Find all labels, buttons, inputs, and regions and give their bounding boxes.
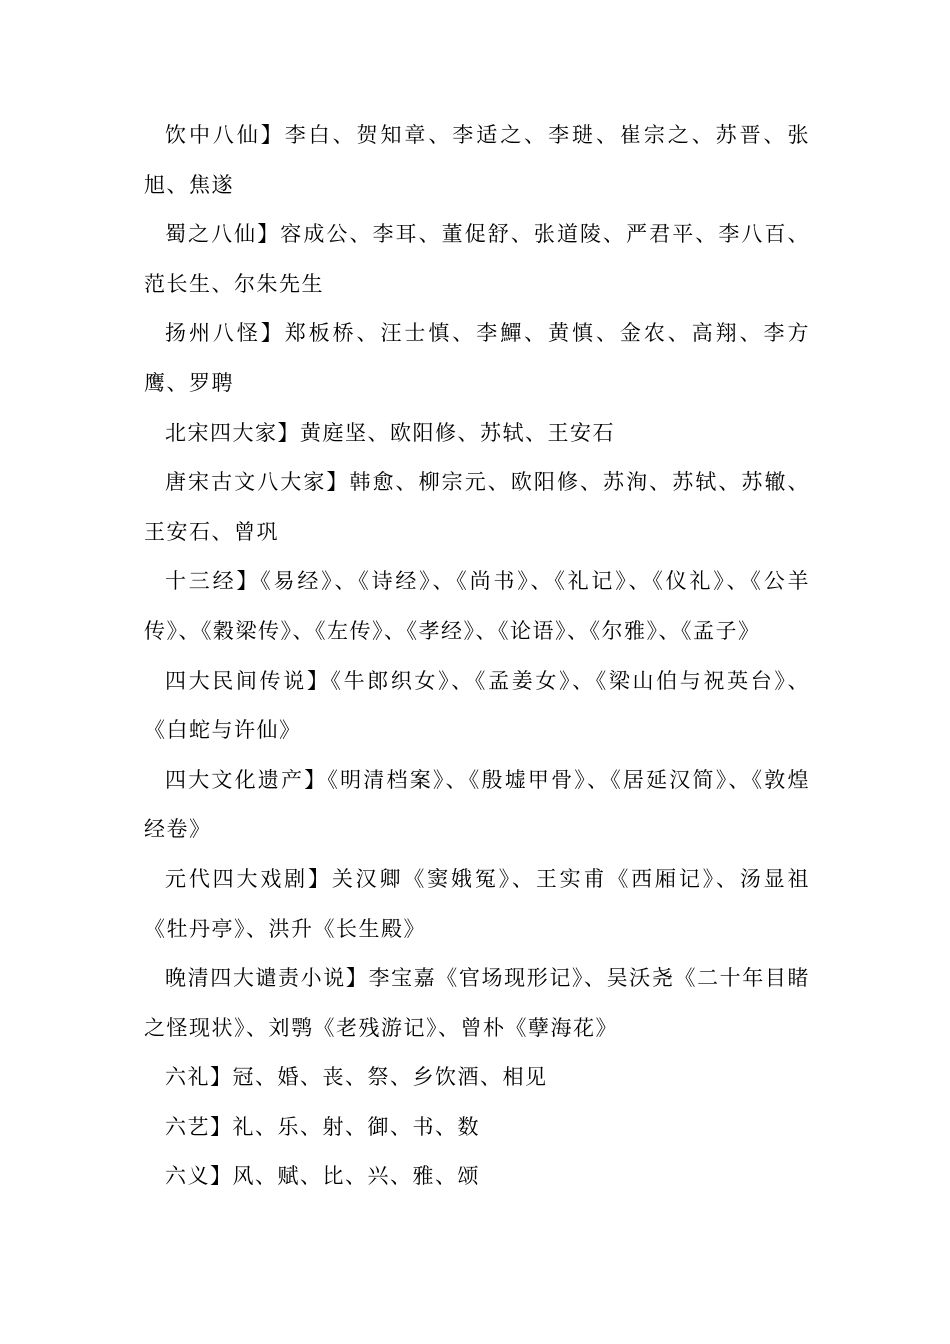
entry-shisanjing: 十三经】《易经》、《诗经》、《尚书》、《礼记》、《仪礼》、《公羊传》、《穀梁传》、《左传》、《孝经》、《论语》、《尔雅》、《孟子》 [144, 569, 810, 643]
entry-wanqing-qianze-xiaoshuo: 晚清四大谴责小说】李宝嘉《官场现形记》、吴沃尧《二十年目睹之怪现状》、刘鹗《老残游记》、曾朴《孽海花》 [144, 966, 810, 1040]
entry-liuyi-poetics: 六义】风、赋、比、兴、雅、颂 [165, 1164, 480, 1189]
entry-beisong-sidajia: 北宋四大家】黄庭坚、欧阳修、苏轼、王安石 [165, 420, 615, 445]
entry-yuandai-sida-xiju: 元代四大戏剧】关汉卿《窦娥冤》、王实甫《西厢记》、汤显祖《牡丹亭》、洪升《长生殿》 [144, 866, 810, 941]
entry-liuli: 六礼】冠、婚、丧、祭、乡饮酒、相见 [165, 1065, 548, 1090]
entry-liuyi-arts: 六艺】礼、乐、射、御、书、数 [165, 1114, 480, 1139]
entry-sida-wenhua-yichan: 四大文化遗产】《明清档案》、《殷墟甲骨》、《居延汉简》、《敦煌经卷》 [144, 767, 810, 842]
entry-sida-minjian-chuanshuo: 四大民间传说】《牛郎织女》、《孟姜女》、《梁山伯与祝英台》、《白蛇与许仙》 [144, 668, 810, 743]
entry-yinzhong-baxian: 饮中八仙】李白、贺知章、李适之、李琎、崔宗之、苏晋、张旭、焦遂 [144, 123, 810, 197]
document-page [144, 111, 810, 1202]
entry-tangsong-badajia: 唐宋古文八大家】韩愈、柳宗元、欧阳修、苏洵、苏轼、苏辙、王安石、曾巩 [144, 470, 810, 544]
entry-yangzhou-baguai: 扬州八怪】郑板桥、汪士慎、李鱓、黄慎、金农、高翔、李方鹰、罗聘 [144, 321, 810, 395]
entry-shuzhi-baxian: 蜀之八仙】容成公、李耳、董促舒、张道陵、严君平、李八百、范长生、尔朱先生 [144, 222, 810, 296]
